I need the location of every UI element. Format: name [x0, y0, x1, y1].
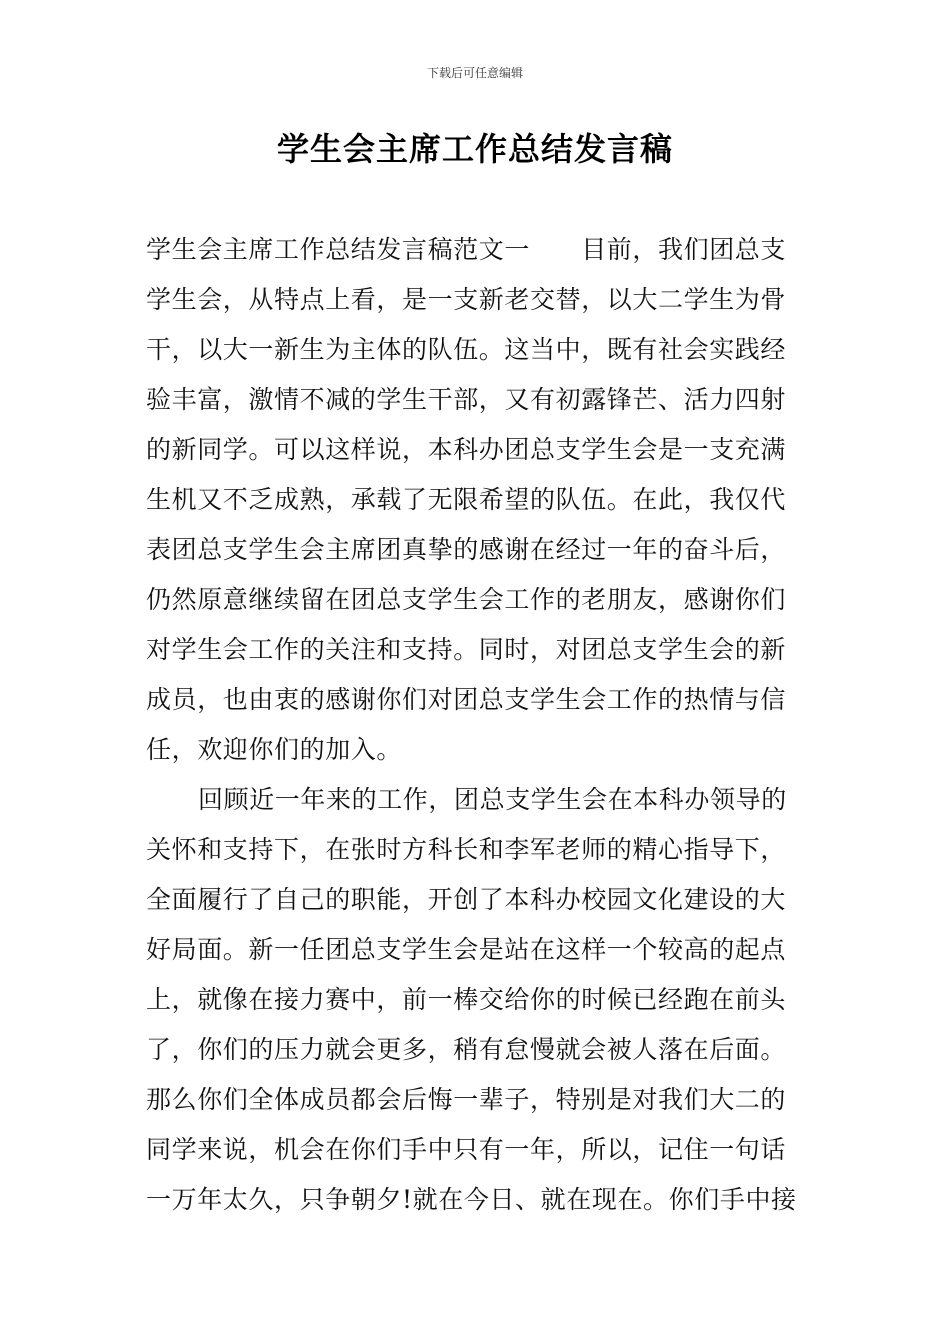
body-line: 表团总支学生会主席团真挚的感谢在经过一年的奋斗后，	[146, 535, 787, 564]
body-line: 学生会主席工作总结发言稿范文一 目前，我们团总支	[146, 235, 787, 264]
body-line: 仍然原意继续留在团总支学生会工作的老朋友，感谢你们	[146, 585, 787, 614]
body-line: 的新同学。可以这样说，本科办团总支学生会是一支充满	[146, 435, 787, 464]
body-line: 成员，也由衷的感谢你们对团总支学生会工作的热情与信	[146, 685, 787, 714]
body-line: 上，就像在接力赛中，前一棒交给你的时候已经跑在前头	[146, 985, 787, 1014]
body-line: 全面履行了自己的职能，开创了本科办校园文化建设的大	[146, 885, 787, 914]
body-line: 干，以大一新生为主体的队伍。这当中，既有社会实践经	[146, 335, 787, 364]
body-line-paragraph-start: 回顾近一年来的工作，团总支学生会在本科办领导的	[198, 785, 787, 814]
body-line: 同学来说，机会在你们手中只有一年，所以，记住一句话	[146, 1135, 787, 1164]
body-line: 了，你们的压力就会更多，稍有怠慢就会被人落在后面。	[146, 1035, 787, 1064]
body-line: 生机又不乏成熟，承载了无限希望的队伍。在此，我仅代	[146, 485, 787, 514]
body-line: 一万年太久，只争朝夕!就在今日、就在现在。你们手中接	[146, 1185, 797, 1214]
document-body	[146, 225, 826, 1225]
body-line: 那么你们全体成员都会后悔一辈子，特别是对我们大二的	[146, 1085, 787, 1114]
body-line: 验丰富，激情不减的学生干部，又有初露锋芒、活力四射	[146, 385, 787, 414]
body-line: 学生会，从特点上看，是一支新老交替，以大二学生为骨	[146, 285, 787, 314]
body-line: 对学生会工作的关注和支持。同时，对团总支学生会的新	[146, 635, 787, 664]
body-line: 任，欢迎你们的加入。	[146, 735, 403, 764]
body-line: 好局面。新一任团总支学生会是站在这样一个较高的起点	[146, 935, 787, 964]
document-title: 学生会主席工作总结发言稿	[276, 130, 673, 168]
header-note: 下载后可任意编辑	[426, 66, 523, 80]
body-line: 关怀和支持下，在张时方科长和李军老师的精心指导下，	[146, 835, 787, 864]
